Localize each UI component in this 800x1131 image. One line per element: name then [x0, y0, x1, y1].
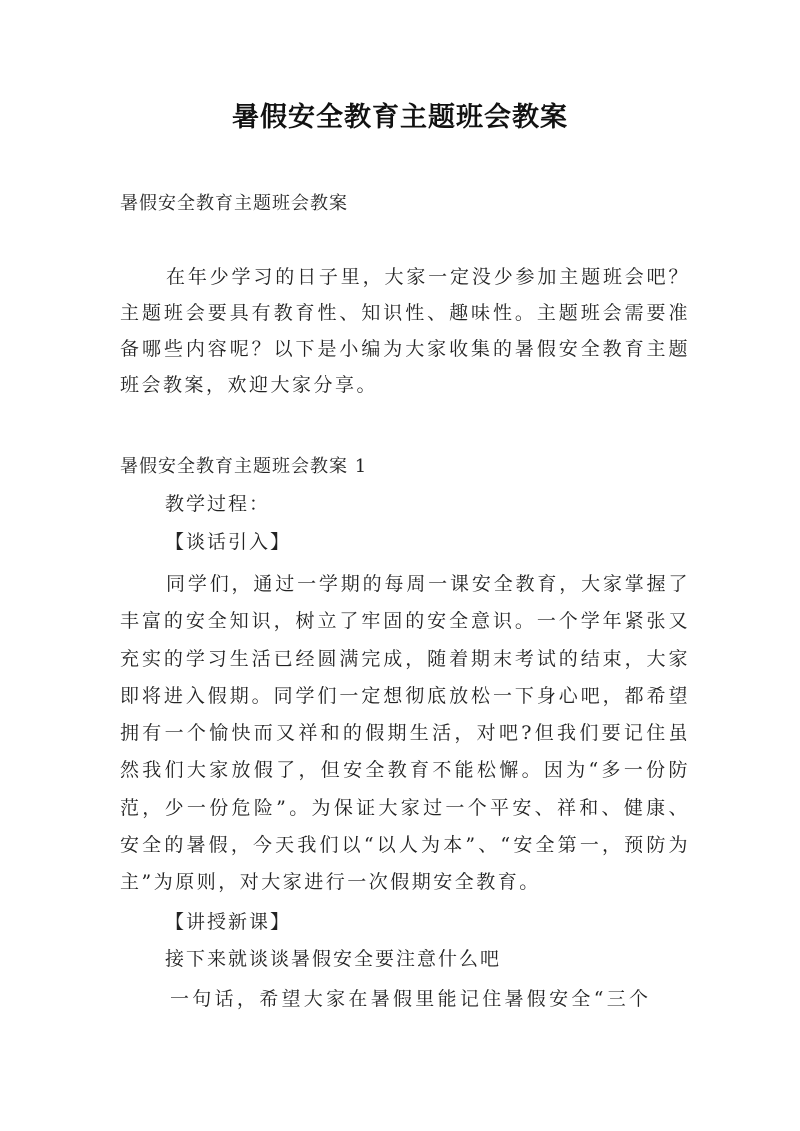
talk-intro-paragraph: 同学们，通过一学期的每周一课安全教育，大家掌握了丰富的安全知识，树立了牢固的安全意识。一个学年紧张又充实的学习生活已经圆满完成，随着期末考试的结束，大家即将进入假期。同学们一定想彻底放松一下身心吧，都希望拥有一个愉快而又祥和的假期生活，对吧?但我们要记住虽然我们大家放假了，但安全教育不能松懈。因为“多一份防范，少一份危险”。为保证大家过一个平安、祥和、健康、安全的暑假，今天我们以“以人为本”、“安全第一，预防为主”为原则，对大家进行一次假期安全教育。 [120, 573, 690, 894]
page-title: 暑假安全教育主题班会教案 [232, 102, 568, 133]
teaching-process-label: 教学过程： [165, 493, 271, 515]
closing-line: 一句话，希望大家在暑假里能记住暑假安全“三个 [170, 988, 652, 1010]
new-lesson-heading: 【讲授新课】 [165, 911, 292, 933]
section-heading: 暑假安全教育主题班会教案 1 [120, 456, 368, 477]
next-topic-line: 接下来就谈谈暑假安全要注意什么吧 [165, 948, 502, 970]
document-subtitle: 暑假安全教育主题班会教案 [120, 193, 348, 214]
intro-paragraph: 在年少学习的日子里，大家一定没少参加主题班会吧？主题班会要具有教育性、知识性、趣味性。主题班会需要准备哪些内容呢？以下是小编为大家收集的暑假安全教育主题班会教案，欢迎大家分享。 [120, 266, 690, 396]
talk-intro-heading: 【谈话引入】 [165, 531, 292, 553]
